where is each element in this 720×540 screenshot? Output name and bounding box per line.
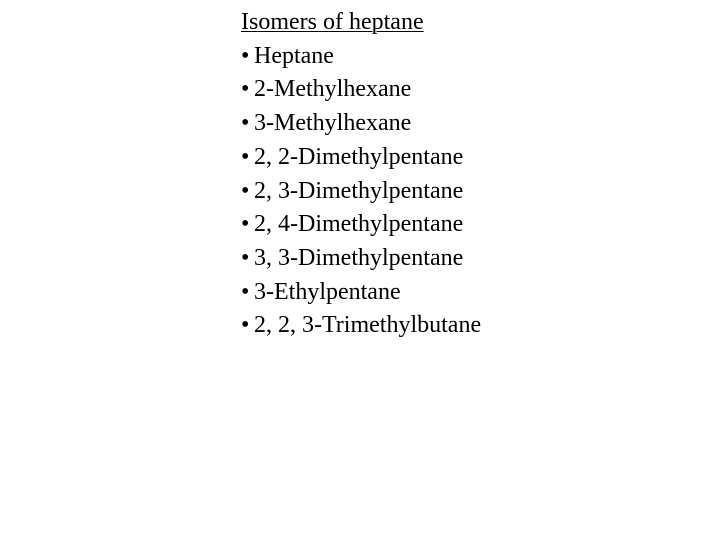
list-item xyxy=(241,40,701,74)
isomer-name: 2, 2, 3-Trimethylbutane xyxy=(254,312,482,339)
bullet-icon: • xyxy=(241,76,250,103)
list-item xyxy=(241,309,701,343)
isomer-name: 2, 3-Dimethylpentane xyxy=(254,177,464,204)
list-item xyxy=(241,175,701,209)
list-item xyxy=(241,141,701,175)
isomer-name: 2-Methylhexane xyxy=(254,76,412,103)
slide-content xyxy=(241,6,701,343)
list-item xyxy=(241,208,701,242)
isomer-name: 2, 2-Dimethylpentane xyxy=(254,143,464,170)
isomer-name: 3-Methylhexane xyxy=(254,110,412,137)
bullet-icon: • xyxy=(241,42,250,69)
isomer-name: Heptane xyxy=(254,42,334,69)
bullet-icon: • xyxy=(241,211,250,238)
slide-heading: Isomers of heptane xyxy=(241,9,424,35)
list-item xyxy=(241,73,701,107)
bullet-icon: • xyxy=(241,244,250,271)
bullet-icon: • xyxy=(241,278,250,305)
bullet-icon: • xyxy=(241,143,250,170)
isomer-name: 3, 3-Dimethylpentane xyxy=(254,244,464,271)
isomer-name: 2, 4-Dimethylpentane xyxy=(254,211,464,238)
isomer-name: 3-Ethylpentane xyxy=(254,278,401,305)
bullet-icon: • xyxy=(241,110,250,137)
bullet-icon: • xyxy=(241,312,250,339)
list-item xyxy=(241,107,701,141)
list-item xyxy=(241,242,701,276)
list-item xyxy=(241,276,701,310)
bullet-icon: • xyxy=(241,177,250,204)
isomer-list xyxy=(241,40,701,343)
